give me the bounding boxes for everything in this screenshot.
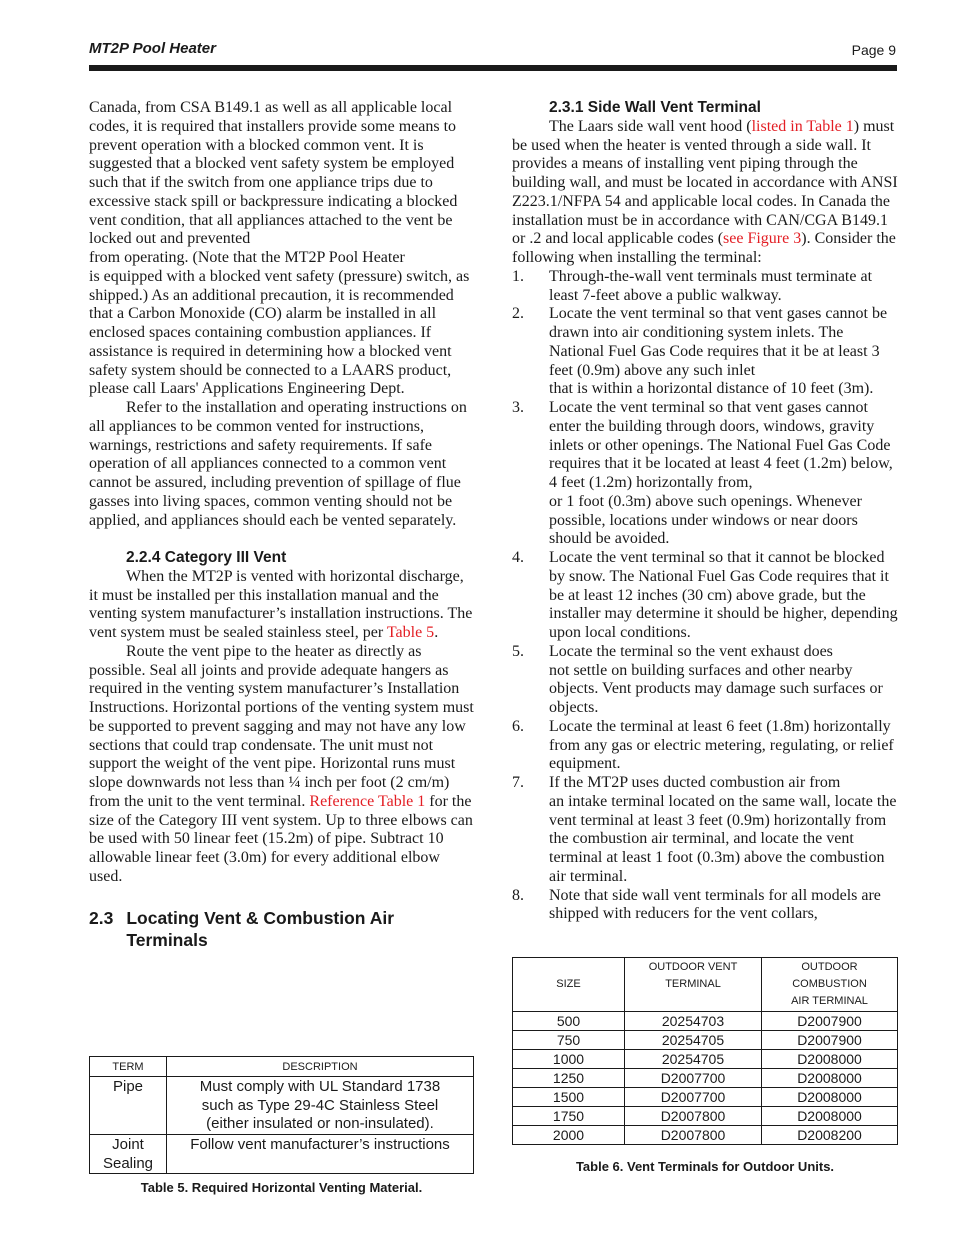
header-line: AIR TERMINAL [791,995,868,1007]
table-cell: D2008200 [762,1126,898,1145]
header-line: COMBUSTION [792,978,867,990]
page-number: Page 9 [851,42,896,58]
item-text: Through-the-wall vent terminals must terminate at least 7-feet above a public walkway. [549,267,873,304]
table-header: TERM [90,1057,167,1077]
table-header-vent-terminal [625,958,762,1012]
table-6-caption: Table 6. Vent Terminals for Outdoor Units. [575,1159,835,1174]
item-number: 4. [512,549,524,566]
table-row [90,1135,474,1174]
heading-side-wall-vent: 2.3.1 Side Wall Vent Terminal [549,99,761,116]
terminal-requirements-list [512,268,900,924]
table-cell: D2008000 [762,1107,898,1126]
table-cell: D2007800 [625,1107,762,1126]
item-text: that is within a horizontal distance of 10 feet (3m). [549,380,874,398]
list-item [512,305,900,399]
table-cell: D2008000 [762,1088,898,1107]
table-cell: Pipe [90,1077,167,1135]
table-cell: D2007800 [625,1126,762,1145]
item-number: 7. [512,774,524,791]
item-text: an intake terminal located on the same wall, locate the vent terminal at least 3 feet (0.9m) horizontally from the combustion air terminal, and locate the vent terminal at least 1 foot (0.3m) above the combustion air terminal. [549,792,897,885]
list-item [512,718,900,774]
table-5 [89,1056,474,1174]
list-item [512,887,900,925]
header-title: MT2P Pool Heater [89,40,216,57]
table-cell: 2000 [513,1126,625,1145]
link-figure-3[interactable]: see Figure 3 [723,230,802,248]
list-item [512,399,900,549]
item-number: 1. [512,267,524,285]
table-row [513,1126,898,1145]
table-cell: Joint Sealing [90,1135,167,1174]
text: ) must be used when the heater is vented through a side wall. It provides a means of installing vent piping through the building wall, and must be located in accordance with ANSI Z223.1/NFPA 54 and applicable local codes. In Canada the installation must be in accordance with CAN/CGA B149.1 or .2 and local applicable codes ( [512,117,898,248]
table-cell: 500 [513,1012,625,1031]
table-cell: 1750 [513,1107,625,1126]
item-text: If the MT2P uses ducted combustion air from [549,774,841,791]
heading-category-iii-vent: 2.2.4 Category III Vent [126,549,287,566]
table-header: DESCRIPTION [167,1057,474,1077]
table-cell: Must comply with UL Standard 1738 such as Type 29-4C Stainless Steel (either insulated or non-insulated). [167,1077,474,1135]
text: ). Consider the following when installing the terminal: [512,230,896,266]
table-cell: 20254705 [625,1031,762,1050]
item-number: 6. [512,717,524,735]
text: Route the vent pipe to the heater as directly as possible. Seal all joints and provide adequate hangers as required in the venting system manufacturer’s Installation Instructions. Horizontal portions of the venting system must be supported to prevent sagging and may not have any low sections that could trap condensate. The unit must not support the weight of the vent pipe. Horizontal runs must slope downwards not less than ¼ inch per foot (2 cm/m) from the unit to the vent terminal. [89,642,474,810]
link-table-1[interactable]: listed in Table 1 [751,117,854,135]
paragraph-horizontal-discharge [89,568,474,643]
table-cell: D2008000 [762,1069,898,1088]
item-number: 2. [512,305,524,323]
table-cell: D2007700 [625,1069,762,1088]
table-cell: 1250 [513,1069,625,1088]
text: is equipped with a blocked vent safety (pressure) switch, as shipped.) As an additional precaution, it is recommended that a Carbon Monoxide (CO) alarm be installed in all enclosed spaces containing combustion appliances. If assistance is required in determining how a blocked vent safety system should be connected to a LAARS product, please call Laars' Applications Engineering Dept. [89,267,470,398]
table-row [513,1069,898,1088]
item-text: or 1 foot (0.3m) above such openings. Whenever possible, locations under windows or near doors should be avoided. [549,492,862,548]
table-row [513,1088,898,1107]
list-item [512,774,900,887]
heading-locating-vent [89,907,474,951]
right-column [512,99,900,924]
text: The Laars side wall vent hood ( [549,117,752,135]
table-cell: 1500 [513,1088,625,1107]
text: Canada, from CSA B149.1 as well as all applicable local codes, it is required that installers provide some means to prevent operation with a blocked common vent. It is suggested that a blocked vent safety system be employed such that if the switch from one appliance trips due to excessive stack spill or backpressure indicating a blocked vent condition, that all appliances attached to the vent be locked out and prevented [89,99,458,248]
text: . [434,624,439,641]
table-cell: Follow vent manufacturer’s instructions [167,1135,474,1174]
header-line: OUTDOOR VENT [648,961,738,973]
item-number: 3. [512,399,524,416]
item-text: Note that side wall vent terminals for all models are shipped with reducers for the vent collars, [549,886,881,923]
table-5-caption: Table 5. Required Horizontal Venting Material. [140,1180,423,1195]
item-number: 8. [512,886,524,904]
paragraph-route-vent [89,643,474,887]
table-row [513,1012,898,1031]
table-cell: 750 [513,1031,625,1050]
table-header-row [513,958,898,1012]
table-header-air-terminal [762,958,898,1012]
table-header-row [90,1057,474,1077]
section-number: 2.3 [89,907,114,928]
item-text: Locate the vent terminal so that vent gases cannot enter the building through doors, windows, gravity inlets or other openings. The National Fuel Gas Code requires that it be located at least 4 feet (1.2m) below, 4 feet (1.2m) horizontally from, [549,399,893,491]
item-text: Locate the terminal at least 6 feet (1.8m) horizontally from any gas or electric metering, regulating, or relief equipment. [549,717,894,773]
table-cell: D2007900 [762,1031,898,1050]
link-table-5[interactable]: Table 5 [386,624,435,641]
item-text: Locate the vent terminal so that vent gases cannot be drawn into air conditioning system inlets. The National Fuel Gas Code requires that it be at least 3 feet (0.9m) above any such inlet [549,305,888,379]
table-header-size: SIZE [513,958,625,1012]
item-text: not settle on building surfaces and other nearby objects. Vent products may damage such surfaces or objects. [549,661,883,716]
table-cell: D2007900 [762,1012,898,1031]
paragraph-side-wall-intro [512,118,900,268]
table-cell: 20254703 [625,1012,762,1031]
paragraph-blocked-vent [89,99,474,399]
table-row [90,1077,474,1135]
table-cell: 1000 [513,1050,625,1069]
item-text: Locate the terminal so the vent exhaust does [549,642,833,660]
table-row [513,1050,898,1069]
table-cell: D2007700 [625,1088,762,1107]
table-row [513,1107,898,1126]
text: from operating. (Note that the MT2P Pool Heater [89,249,405,266]
header-line: TERMINAL [665,978,721,990]
item-text: Locate the vent terminal so that it cannot be blocked by snow. The National Fuel Gas Code requires that it be at least 12 inches (30 cm) above grade, but the installer may determine it should be higher, depending upon local conditions. [549,549,898,641]
table-cell: 20254705 [625,1050,762,1069]
link-reference-table-1[interactable]: Reference Table 1 [309,792,426,810]
table-cell: D2008000 [762,1050,898,1069]
left-column [89,99,474,951]
header-line: OUTDOOR [801,961,858,973]
section-title: Locating Vent & Combustion Air Terminals [126,907,395,950]
header-rule [89,65,897,71]
item-number: 5. [512,642,524,660]
text: for the size of the Category III vent system. Up to three elbows can be used with 50 linear feet (15.2m) of pipe. Subtract 10 allowable linear feet (3.0m) for every additional elbow used. [89,792,473,885]
list-item [512,549,900,643]
list-item [512,643,900,718]
list-item [512,268,900,306]
table-row [513,1031,898,1050]
paragraph-common-vent: Refer to the installation and operating instructions on all appliances to be common vented for instructions, warnings, restrictions and safety requirements. If safe operation of all appliances connected to a common vent cannot be assured, including prevention of spillage of flue gasses into living spaces, common venting should not be applied, and appliances should each be vented separately. [89,399,467,529]
text: When the MT2P is vented with horizontal discharge, it must be installed per this installation manual and the venting system manufacturer’s installation instructions. The vent system must be sealed stainless steel, per [89,567,473,641]
table-6 [512,957,898,1145]
